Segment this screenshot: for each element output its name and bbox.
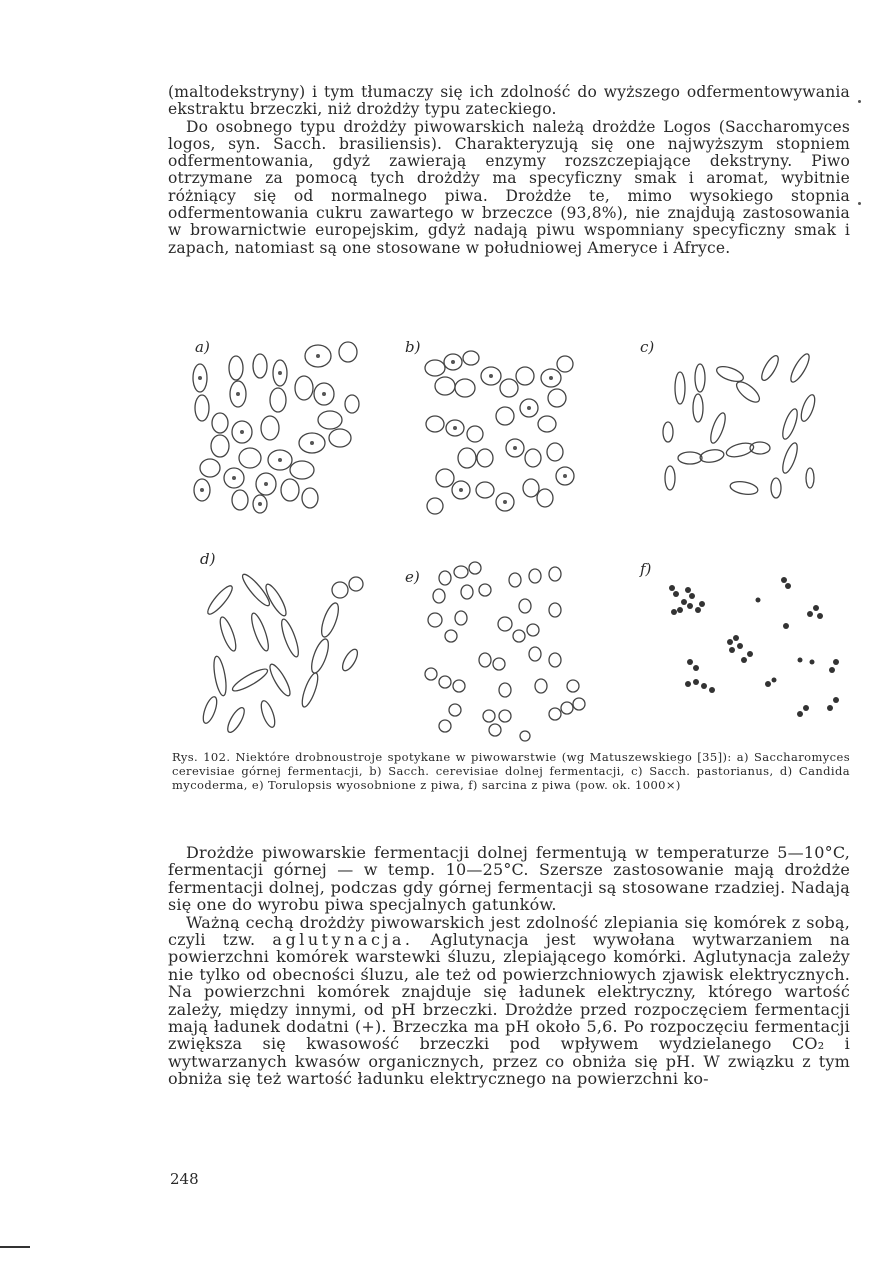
panel-f [640,550,855,750]
intro-text [168,84,850,257]
scan-speck [858,202,861,205]
intro-paragraph-1: (maltodekstryny) i tym tłumaczy się ich zdolność do wyższego odfermentowywania ekstraktu brzeczki, niż drożdży typu zateckiego. [168,83,850,119]
panel-label-c: c) [640,338,655,356]
microbe-figure [180,328,860,738]
body-paragraph-2 [168,914,850,1088]
figure-caption [172,750,850,792]
body-paragraph-1: Drożdże piwowarskie fermentacji dolnej fermentują w temperaturze 5—10°C, fermentacji górnej — w temp. 10—25°C. Szersze zastosowanie mają drożdże fermentacji dolnej, podczas gdy górnej fermentacji są stosowane rzadziej. Nadają się one do wyrobu piwa specjalnych gatunków. [168,843,850,915]
intro-paragraph-2: Do osobnego typu drożdży piwowarskich należą drożdże Logos (Saccharomyces logos, syn. Sacch. brasiliensis). Charakteryzują się one najwyższym stopniem odfermentowania, gdyż zawierają enzymy rozszczepiające dekstryny. Piwo otrzymane za pomocą tych drożdży ma specyficzny smak i aromat, wybitnie różniący się od normalnego piwa. Drożdże te, mimo wysokiego stopnia odfermentowania cukru zawartego w brzeczce (93,8%), nie znajdują zastosowania w browarnictwie europejskim, gdyż nadają piwu wspomniany specyficzny smak i zapach, natomiast są one stosowane w południowej Ameryce i Afryce. [168,117,850,257]
body-text [168,844,850,1088]
yeast-cluster-c-drawing [640,328,855,528]
panel-e [405,550,620,750]
panel-b [405,328,620,528]
yeast-cluster-d-drawing [180,550,395,750]
panel-a [180,328,395,528]
panel-label-f: f) [640,560,652,578]
panel-label-a: a) [195,338,210,356]
body-paragraph-2-start: Ważną cechą drożdży piwowarskich jest zdolność zlepiania się komórek z sobą, czyli tzw. [168,912,850,950]
panel-label-b: b) [405,338,421,356]
yeast-cluster-a-drawing [180,328,395,528]
panel-label-e: e) [405,568,420,586]
sarcina-drawing [640,550,855,750]
panel-d [180,550,395,750]
yeast-cluster-e-drawing [405,550,620,750]
panel-c [640,328,855,528]
panel-label-d: d) [200,550,216,568]
term-agglutination: aglutynacja. [272,930,414,950]
figure-caption-text: Rys. 102. Niektóre drobnoustroje spotykane w piwowarstwie (wg Matuszewskiego [35]): a) Saccharomyces cerevisiae górnej fermentacji, b) Sacch. cerevisiae dolnej fermentacji, c) Sacch. pastorianus, d) Candida mycoderma, e) Torulopsis wyosobnione z piwa, f) sarcina z piwa (pow. ok. 1000×) [172,750,850,792]
page-number: 248 [170,1170,199,1188]
body-paragraph-2-rest: Aglutynacja jest wywołana wytwarzaniem na powierzchni komórek warstewki śluzu, zlepiającego komórki. Aglutynacja zależy nie tylko od obecności śluzu, ale też od powierzchniowych zjawisk elektrycznych. Na powierzchni komórek znajduje się ładunek elektryczny, którego wartość zależy, między innymi, od pH brzeczki. Drożdże przed rozpoczęciem fermentacji mają ładunek dodatni (+). Brzeczka ma pH około 5,6. Po rozpoczęciu fermentacji zwiększa się kwasowość brzeczki pod wpływem wydzielanego CO₂ i wytwarzanych kwasów organicznych, przez co obniża się pH. W związku z tym obniża się też wartość ładunku elektrycznego na powierzchni ko- [168,930,850,1089]
scan-edge-mark [0,1246,30,1248]
scan-speck [858,100,861,103]
yeast-cluster-b-drawing [405,328,620,528]
